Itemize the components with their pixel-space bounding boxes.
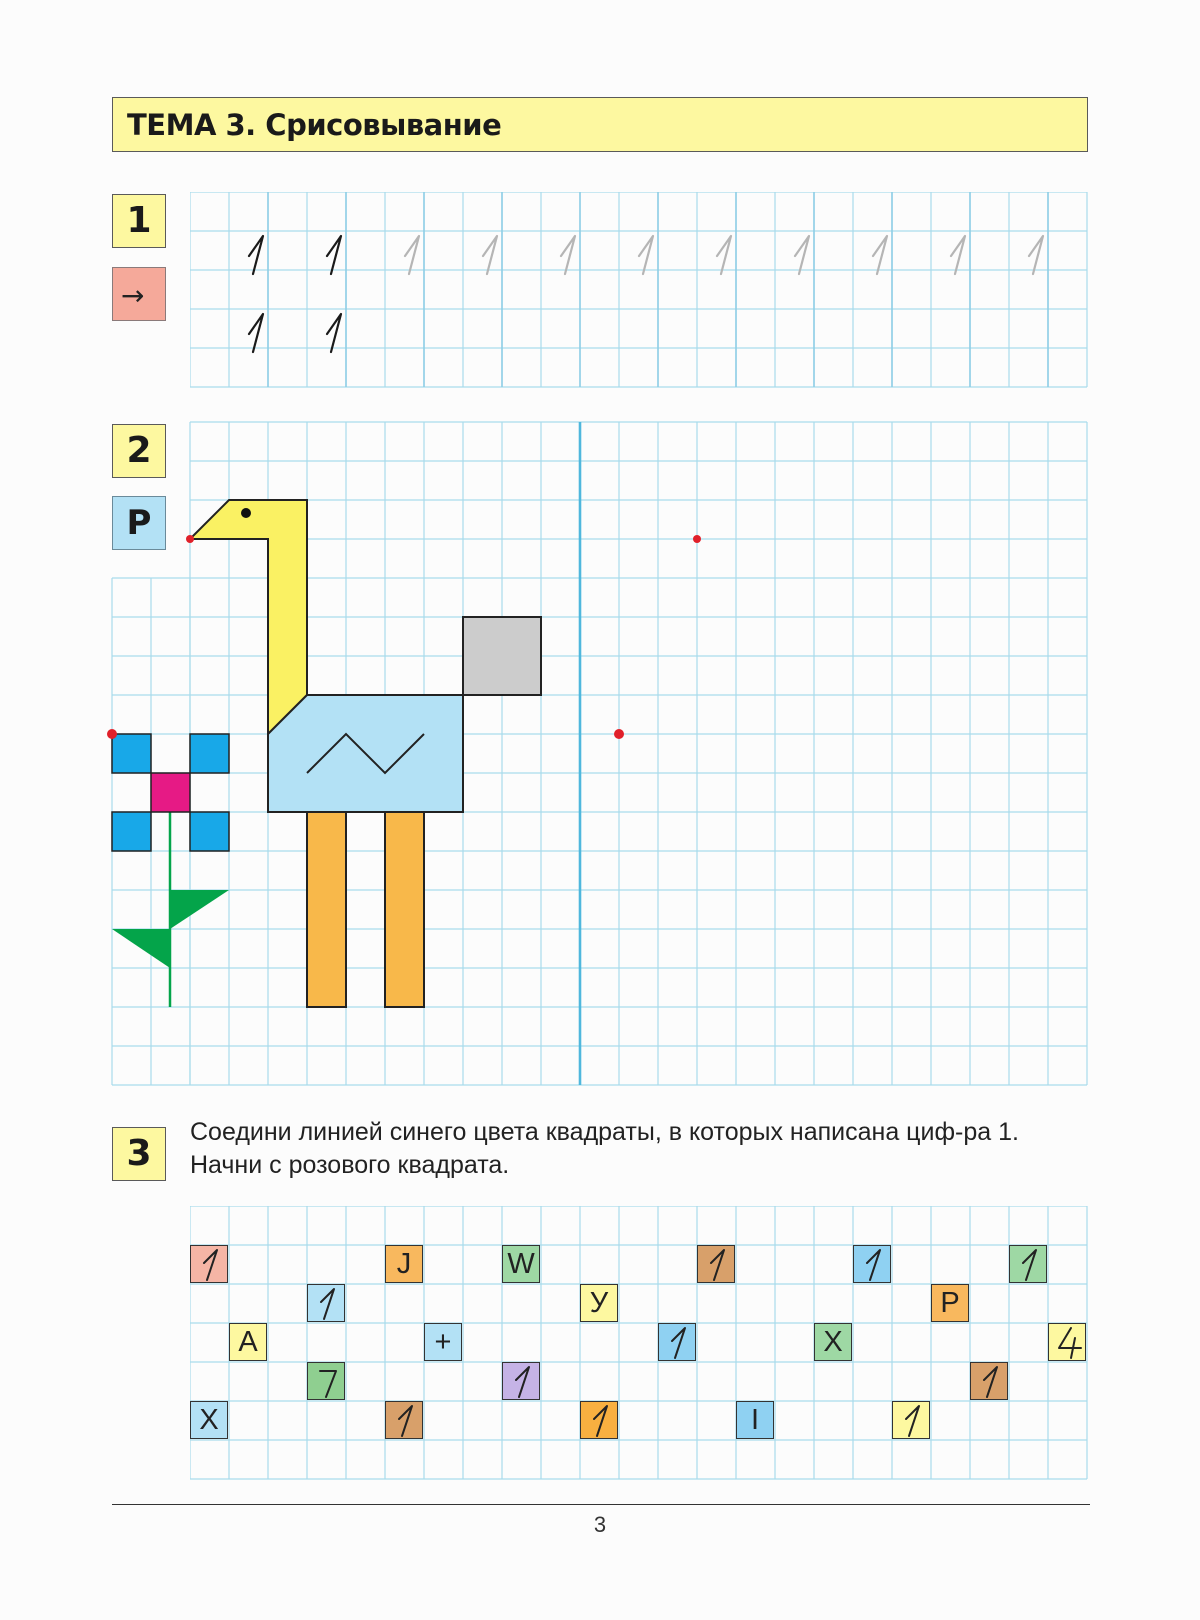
guide-dot xyxy=(693,535,701,543)
digit-one-square[interactable] xyxy=(1009,1245,1047,1283)
handwritten-glyph xyxy=(659,1324,697,1362)
handwritten-glyph xyxy=(698,1246,736,1284)
flower-petal xyxy=(112,812,151,851)
glyph-stroke xyxy=(867,1250,880,1280)
task-2-badge: Р xyxy=(112,496,166,550)
footer-divider xyxy=(112,1504,1090,1505)
letter-square[interactable] xyxy=(424,1323,462,1361)
task-3-grid[interactable] xyxy=(190,1206,1090,1482)
flower-leaf xyxy=(170,890,229,929)
letter-square[interactable] xyxy=(931,1284,969,1322)
task-3-instruction: Соедини линией синего цвета квадраты, в которых написана циф-ра 1. Начни с розового квадрата. xyxy=(190,1118,1019,1179)
letter-square[interactable] xyxy=(385,1245,423,1283)
digit-one-square[interactable] xyxy=(853,1245,891,1283)
guide-dot xyxy=(186,535,194,543)
square-label: У xyxy=(589,1287,609,1319)
glyph-stroke xyxy=(516,1367,529,1397)
letter-square[interactable] xyxy=(502,1245,540,1283)
glyph-stroke xyxy=(204,1250,217,1280)
glyph-stroke xyxy=(984,1367,997,1397)
guide-dot xyxy=(614,729,624,739)
ostrich-tail xyxy=(463,617,541,695)
letter-square[interactable] xyxy=(580,1284,618,1322)
task-2-number: 2 xyxy=(112,424,166,478)
handwritten-glyph xyxy=(308,1363,346,1401)
guide-dot xyxy=(107,729,117,739)
digit-one-square[interactable] xyxy=(580,1401,618,1439)
digit-one-square[interactable] xyxy=(892,1401,930,1439)
ostrich-leg xyxy=(307,812,346,1007)
topic-title: ТЕМА 3. Срисовывание xyxy=(127,108,502,142)
flower-figure xyxy=(112,734,229,1007)
flower-petal xyxy=(190,812,229,851)
glyph-stroke xyxy=(399,1406,412,1436)
letter-square[interactable] xyxy=(229,1323,267,1361)
flower-petal xyxy=(112,734,151,773)
page-number: 3 xyxy=(593,1512,607,1537)
glyph-stroke xyxy=(1023,1250,1036,1280)
ostrich-leg xyxy=(385,812,424,1007)
handwritten-glyph xyxy=(581,1402,619,1440)
letter-square[interactable] xyxy=(190,1401,228,1439)
handwritten-glyph xyxy=(191,1246,229,1284)
glyph-stroke xyxy=(1059,1328,1081,1358)
ostrich-figure xyxy=(190,500,541,1007)
handwritten-glyph xyxy=(971,1363,1009,1401)
letter-square[interactable] xyxy=(736,1401,774,1439)
square-label: Р xyxy=(940,1287,960,1319)
digit-one-square[interactable] xyxy=(970,1362,1008,1400)
glyph-stroke xyxy=(320,1371,336,1397)
handwritten-glyph xyxy=(308,1285,346,1323)
letter-square[interactable] xyxy=(307,1362,345,1400)
task-1-number: 1 xyxy=(112,194,166,248)
handwritten-glyph xyxy=(893,1402,931,1440)
handwritten-glyph xyxy=(1049,1324,1087,1362)
handwritten-glyph xyxy=(1010,1246,1048,1284)
digit-one-square[interactable] xyxy=(658,1323,696,1361)
digit-one-square[interactable] xyxy=(385,1401,423,1439)
arrow-right-icon: → xyxy=(121,279,145,312)
glyph-stroke xyxy=(906,1406,919,1436)
task-3-number: 3 xyxy=(112,1127,166,1181)
handwritten-glyph xyxy=(854,1246,892,1284)
flower-leaf xyxy=(112,929,170,968)
square-label: J xyxy=(396,1248,412,1280)
ostrich-eye xyxy=(241,508,251,518)
square-label: А xyxy=(238,1326,258,1358)
glyph-stroke xyxy=(321,1289,334,1319)
handwritten-glyph xyxy=(386,1402,424,1440)
glyph-stroke xyxy=(672,1328,685,1358)
glyph-stroke xyxy=(711,1250,724,1280)
digit-one-square[interactable] xyxy=(190,1245,228,1283)
digit-one-square[interactable] xyxy=(697,1245,735,1283)
flower-center xyxy=(151,773,190,812)
handwritten-glyph xyxy=(503,1363,541,1401)
digit-one-square[interactable] xyxy=(307,1284,345,1322)
letter-square[interactable] xyxy=(1048,1323,1086,1361)
flower-petal xyxy=(190,734,229,773)
grid-lines xyxy=(190,1206,1087,1479)
digit-one-square[interactable] xyxy=(502,1362,540,1400)
glyph-stroke xyxy=(594,1406,607,1436)
letter-square[interactable] xyxy=(814,1323,852,1361)
square-label: + xyxy=(434,1326,452,1358)
square-label: Х xyxy=(199,1404,219,1436)
square-label: W xyxy=(507,1248,535,1280)
square-label: I xyxy=(750,1404,760,1436)
square-label: Х xyxy=(823,1326,843,1358)
